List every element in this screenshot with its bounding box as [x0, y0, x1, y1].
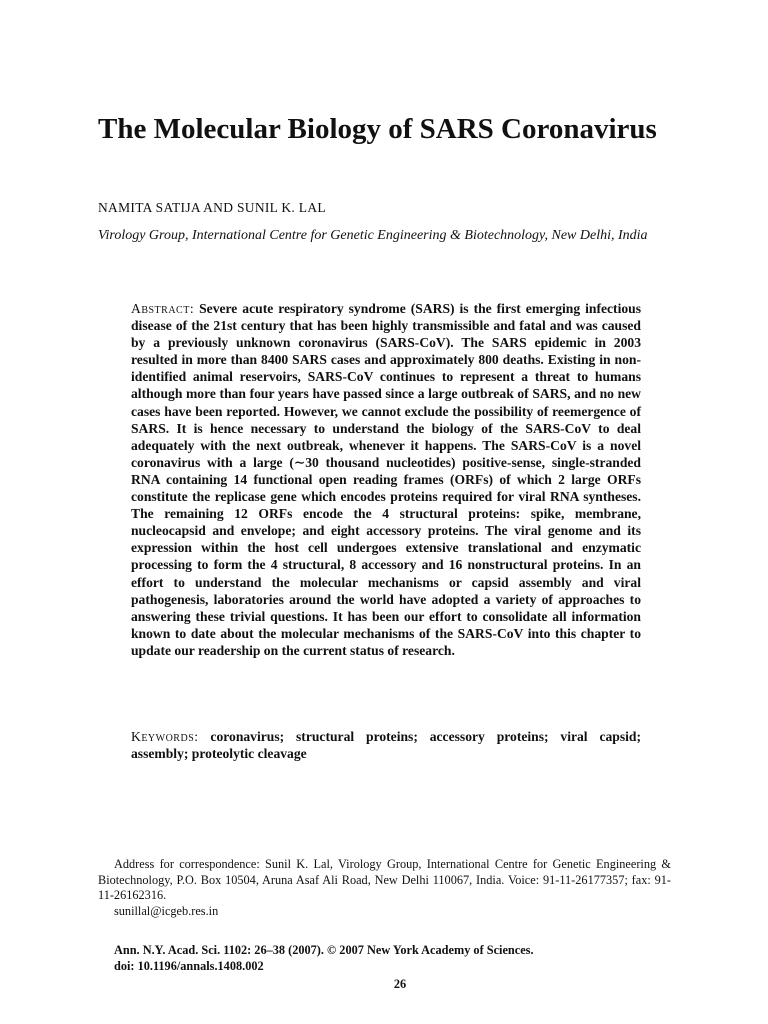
email-address: sunillal@icgeb.res.in [114, 903, 219, 918]
journal-doi: doi: 10.1196/annals.1408.002 [114, 958, 264, 973]
paper-title: The Molecular Biology of SARS Coronavirus [98, 113, 657, 145]
keywords-label: Keywords: [131, 729, 199, 744]
affiliation: Virology Group, International Centre for Genetic Engineering & Biotechnology, New Delhi, India [98, 228, 648, 243]
keywords [131, 728, 641, 762]
abstract-label: Abstract: [131, 301, 195, 316]
journal-citation: Ann. N.Y. Acad. Sci. 1102: 26–38 (2007). © 2007 New York Academy of Sciences. [114, 943, 534, 957]
correspondence-address [98, 857, 671, 919]
journal-info [114, 943, 534, 974]
abstract-text: Severe acute respiratory syndrome (SARS) is the first emerging infectious disease of the 21st century that has been highly transmissible and fatal and was caused by a previously unknown coronavirus (SARS-CoV). The SARS epidemic in 2003 resulted in more than 8400 SARS cases and approximately 800 deaths. Existing in non-identified animal reservoirs, SARS-CoV continues to represent a threat to humans although more than four years have passed since a large outbreak of SARS, and no new cases have been reported. However, we cannot exclude the possibility of reemergence of SARS. It is hence necessary to understand the biology of the SARS-CoV to deal adequately with the next outbreak, whenever it happens. The SARS-CoV is a novel coronavirus with a large (∼30 thousand nucleotides) positive-sense, single-stranded RNA containing 14 functional open reading frames (ORFs) of which 2 large ORFs constitute the replicase gene which encodes proteins required for viral RNA syntheses. The remaining 12 ORFs encode the 4 structural proteins: spike, membrane, nucleocapsid and envelope; and eight accessory proteins. The viral genome and its expression within the host cell undergoes extensive translational and enzymatic processing to form the 4 structural, 8 accessory and 16 nonstructural proteins. In an effort to understand the molecular mechanisms or capsid assembly and viral pathogenesis, laboratories around the world have adopted a variety of approaches to answering these trivial questions. It has been our effort to consolidate all information known to date about the molecular mechanisms of the SARS-CoV into this chapter to update our readership on the current status of research. [131, 301, 641, 658]
keywords-text: coronavirus; structural proteins; accessory proteins; viral capsid; assembly; proteolytic cleavage [131, 729, 641, 762]
page-number: 26 [393, 977, 407, 991]
authors: NAMITA SATIJA AND SUNIL K. LAL [98, 200, 326, 215]
address-text: Address for correspondence: Sunil K. Lal, Virology Group, International Centre for Genetic Engineering & Biotechnology, P.O. Box 10504, Aruna Asaf Ali Road, New Delhi 110067, India. Voice: 91-11-26177357; fax: 91-11-26162316. [98, 857, 671, 902]
abstract [131, 300, 641, 659]
